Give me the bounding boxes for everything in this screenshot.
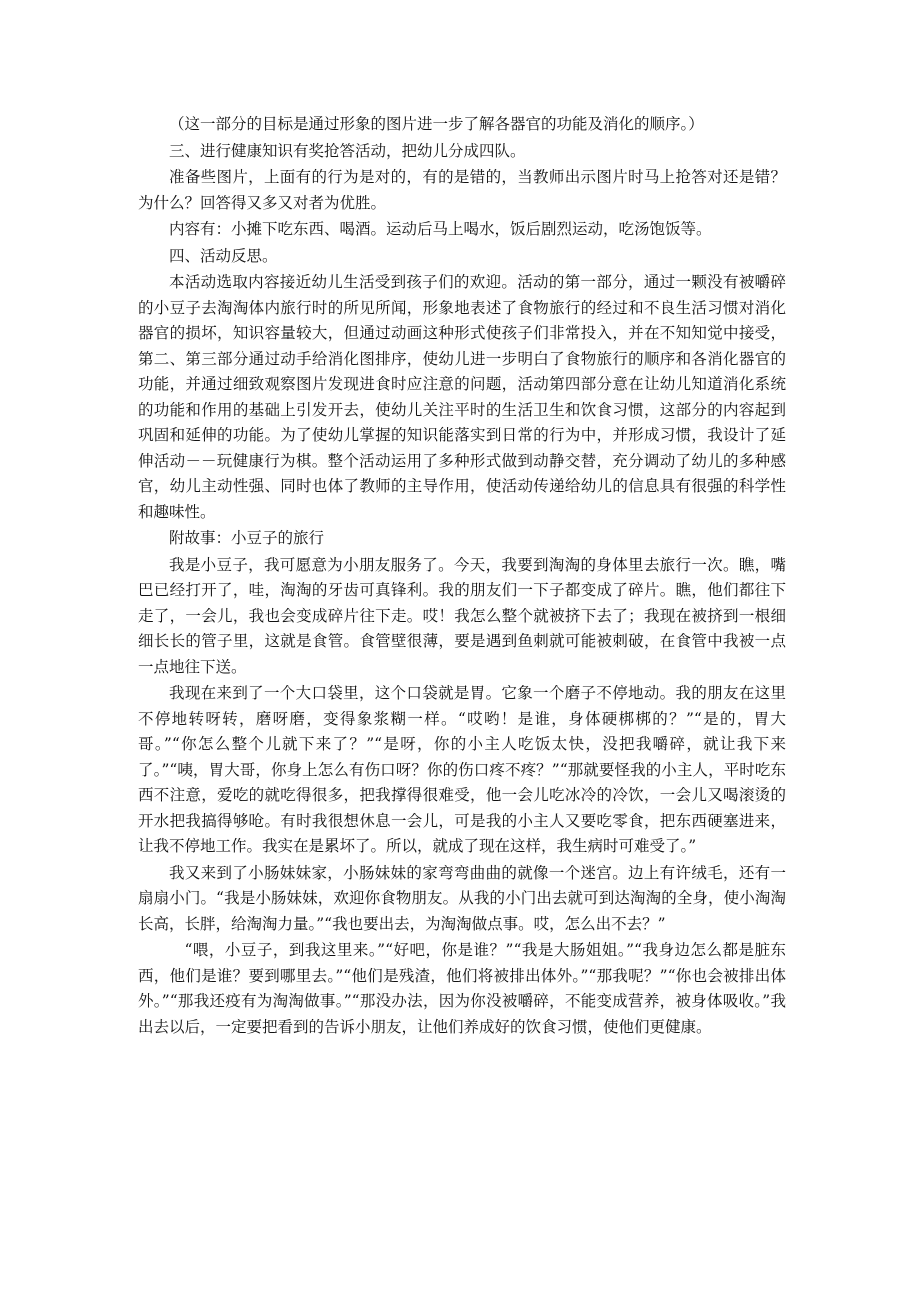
story-paragraph-2: 我现在来到了一个大口袋里，这个口袋就是胃。它象一个磨子不停地动。我的朋友在这里不停地转呀转，磨呀磨，变得象浆糊一样。“哎哟！是谁，身体硬梆梆的？”“是的，胃大哥。”“你怎么整个儿就下来了？”“是呀，你的小主人吃饭太快，没把我嚼碎，就让我下来了。”“咦，胃大哥，你身上怎么有伤口呀？你的伤口疼不疼？”“那就要怪我的小主人，平时吃东西不注意，爱吃的就吃得很多，把我撑得很难受，他一会儿吃冰冷的冷饮，一会儿又喝滚烫的开水把我搞得够呛。有时我很想休息一会儿，可是我的小主人又要吃零食，把东西硬塞进来，让我不停地工作。我实在是累坏了。所以，就成了现在这样，我生病时可难受了。” [138, 684, 786, 855]
story-paragraph-3: 我又来到了小肠妹妹家，小肠妹妹的家弯弯曲曲的就像一个迷宫。边上有许绒毛，还有一扇扇小门。“我是小肠妹妹，欢迎你食物朋友。从我的小门出去就可到达淘淘的全身，使小淘淘长高，长胖，给淘淘力量。”“我也要出去，为淘淘做点事。哎，怎么出不去？” [138, 863, 786, 933]
document-body [138, 112, 786, 1041]
paragraph-quiz-prep: 准备些图片，上面有的行为是对的，有的是错的，当教师出示图片时马上抢答对还是错？为什么？回答得又多又对者为优胜。 [138, 168, 786, 212]
paragraph-quiz-content: 内容有：小摊下吃东西、喝酒。运动后马上喝水，饭后剧烈运动，吃汤饱饭等。 [169, 220, 712, 238]
story-paragraph-1: 我是小豆子，我可愿意为小朋友服务了。今天，我要到淘淘的身体里去旅行一次。瞧，嘴巴已经打开了，哇，淘淘的牙齿可真锋利。我的朋友们一下子都变成了碎片。瞧，他们都往下走了，一会儿，我也会变成碎片往下走。哎！我怎么整个就被挤下去了；我现在被挤到一根细细长长的管子里，这就是食管。食管壁很薄，要是遇到鱼刺就可能被刺破，在食管中我被一点一点地往下送。 [138, 555, 786, 676]
paragraph-reflection: 本活动选取内容接近幼儿生活受到孩子们的欢迎。活动的第一部分，通过一颗没有被嚼碎的小豆子去淘淘体内旅行时的所见所闻，形象地表述了食物旅行的经过和不良生活习惯对消化器官的损坏，知识容量较大，但通过动画这种形式使孩子们非常投入，并在不知知觉中接受，第二、第三部分通过动手给消化图排序，使幼儿进一步明白了食物旅行的顺序和各消化器官的功能，并通过细致观察图片发现进食时应注意的问题，活动第四部分意在让幼儿知道消化系统的功能和作用的基础上引发开去，使幼儿关注平时的生活卫生和饮食习惯，这部分的内容起到巩固和延伸的功能。为了使幼儿掌握的知识能落实到日常的行为中，并形成习惯，我设计了延伸活动－－玩健康行为棋。整个活动运用了多种形式做到动静交替，充分调动了幼儿的多种感官，幼儿主动性强、同时也体了教师的主导作用，使活动传递给幼儿的信息具有很强的科学性和趣味性。 [138, 273, 786, 521]
section-heading-reflection: 四、活动反思。 [169, 246, 278, 265]
story-paragraph-4: “喂，小豆子，到我这里来。”“好吧，你是谁？”“我是大肠姐姐。”“我身边怎么都是脏东西，他们是谁？要到哪里去。”“他们是残渣，他们将被排出体外。”“那我呢？”“你也会被排出体外。”“那我还疫有为淘淘做事。”“那没办法，因为你没被嚼碎，不能变成营养，被身体吸收。”我出去以后，一定要把看到的告诉小朋友，让他们养成好的饮食习惯，使他们更健康。 [138, 941, 786, 1036]
paragraph-goal-note: （这一部分的目标是通过形象的图片进一步了解各器官的功能及消化的顺序。） [169, 115, 704, 133]
story-title: 附故事：小豆子的旅行 [169, 529, 325, 547]
section-heading-quiz: 三、进行健康知识有奖抢答活动，把幼儿分成四队。 [169, 141, 526, 160]
